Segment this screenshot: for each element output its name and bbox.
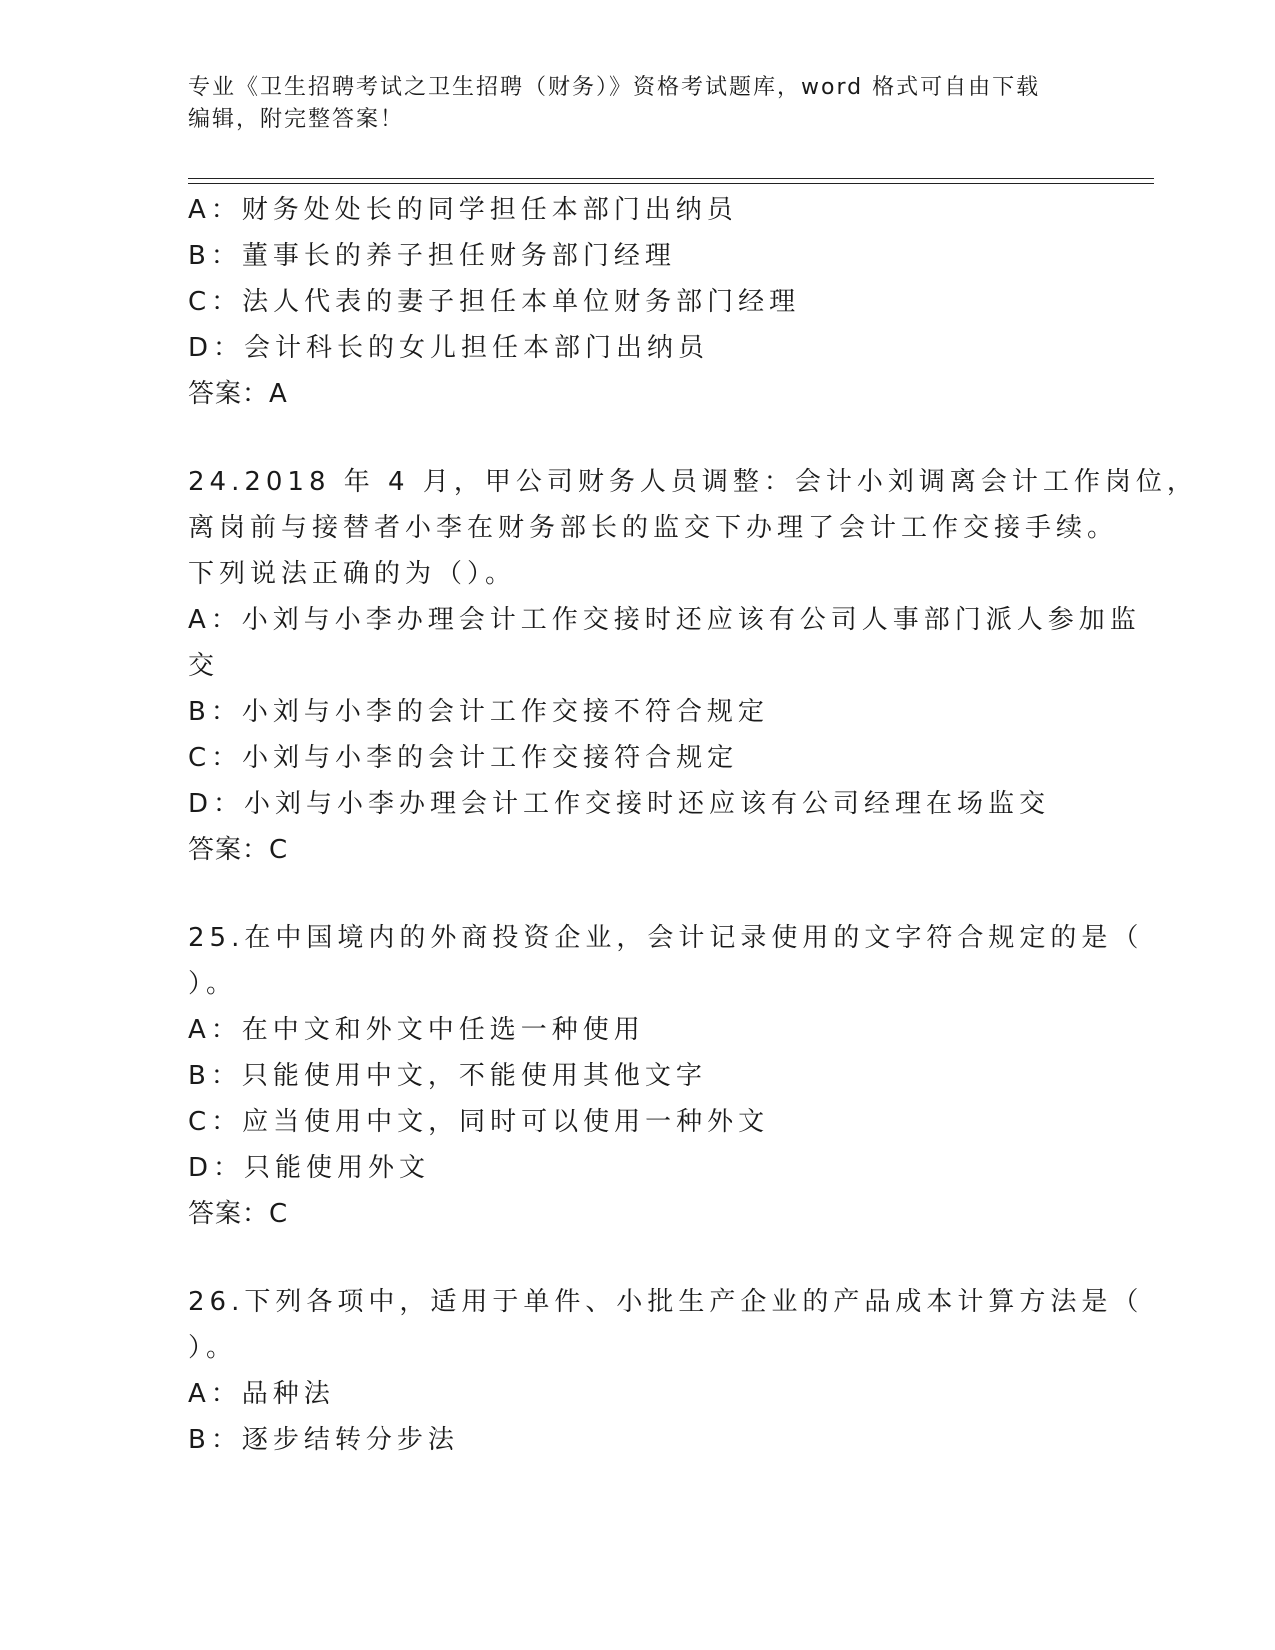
document-header [188,72,1088,136]
question-24 [188,459,1198,873]
spacer [188,873,1088,915]
option-b: B：逐步结转分步法 [188,1425,459,1455]
option-d: D：会计科长的女儿担任本部门出纳员 [188,333,710,363]
option-c: C：应当使用中文，同时可以使用一种外文 [188,1107,770,1137]
question-stem-line: 25.在中国境内的外商投资企业，会计记录使用的文字符合规定的是（ [188,923,1144,953]
question-23 [188,187,1088,417]
answer: 答案：C [188,835,289,865]
header-divider-top [188,178,1154,179]
option-a: A：小刘与小李办理会计工作交接时还应该有公司人事部门派人参加监 [188,605,1141,635]
option-c: C：法人代表的妻子担任本单位财务部门经理 [188,287,801,317]
header-line-2: 编辑，附完整答案！ [188,107,405,132]
question-list [188,187,1198,1463]
question-stem-line: 24.2018 年 4 月，甲公司财务人员调整：会计小刘调离会计工作岗位， [188,467,1198,497]
question-26 [188,1279,1144,1463]
option-c: C：小刘与小李的会计工作交接符合规定 [188,743,739,773]
option-a: A：财务处处长的同学担任本部门出纳员 [188,195,738,225]
option-a-continued: 交 [188,651,220,681]
spacer [188,1237,1088,1279]
header-divider-bottom [188,183,1154,184]
answer: 答案：A [188,379,288,409]
question-25 [188,915,1144,1237]
header-line-1: 专业《卫生招聘考试之卫生招聘（财务）》资格考试题库，word 格式可自由下载 [188,75,1041,100]
option-b: B：小刘与小李的会计工作交接不符合规定 [188,697,769,727]
option-d: D：只能使用外文 [188,1153,431,1183]
option-d: D：小刘与小李办理会计工作交接时还应该有公司经理在场监交 [188,789,1051,819]
question-stem-line: 26.下列各项中，适用于单件、小批生产企业的产品成本计算方法是（ [188,1287,1144,1317]
option-a: A：品种法 [188,1379,335,1409]
question-stem-line: ）。 [188,969,238,999]
option-a: A：在中文和外文中任选一种使用 [188,1015,645,1045]
answer: 答案：C [188,1199,289,1229]
question-stem-line: 离岗前与接替者小李在财务部长的监交下办理了会计工作交接手续。 [188,513,1119,543]
spacer [188,417,1088,459]
question-stem-line: 下列说法正确的为（）。 [188,559,517,589]
question-stem-line: ）。 [188,1333,238,1363]
option-b: B：董事长的养子担任财务部门经理 [188,241,676,271]
option-b: B：只能使用中文，不能使用其他文字 [188,1061,707,1091]
